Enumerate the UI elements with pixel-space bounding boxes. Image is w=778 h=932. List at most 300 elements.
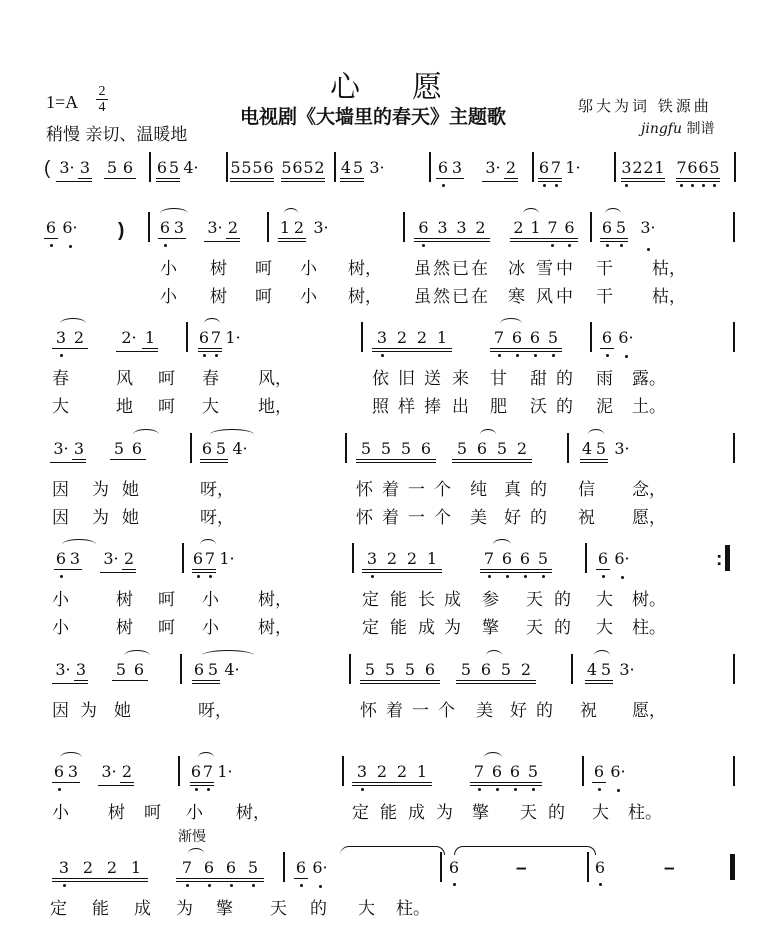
lyric-syllable: 呵: [158, 397, 175, 417]
barline: [342, 756, 344, 786]
lyric-syllable: 为: [92, 480, 109, 500]
lyric-syllable: 呀，: [198, 701, 232, 721]
note: 2: [504, 158, 518, 182]
lyric-syllable: 一: [412, 701, 429, 721]
note: 2: [314, 158, 325, 182]
note: 6: [506, 762, 524, 786]
note: 3·: [614, 439, 630, 458]
barline: [283, 852, 285, 882]
note: 3·: [313, 218, 329, 237]
note: 2·: [116, 328, 142, 352]
lyric-syllable: 擎: [472, 803, 489, 823]
tempo-rit-marking: 渐慢: [178, 829, 206, 845]
song-subtitle: 电视剧《大墙里的春天》主题歌: [240, 106, 507, 128]
note: 6: [190, 762, 202, 786]
lyric-syllable: 愿，: [632, 701, 666, 721]
note: 2: [372, 762, 392, 786]
lyric-syllable: 小: [202, 590, 219, 610]
note: 6: [158, 218, 172, 239]
note: 6: [263, 158, 274, 182]
lyric-syllable: 地，: [258, 397, 292, 417]
lyric-syllable: 大: [592, 803, 609, 823]
lyric-syllable: 小: [160, 287, 177, 307]
note: 7: [480, 549, 498, 573]
lyric-syllable: 样: [398, 397, 415, 417]
lyric-syllable: 为: [444, 618, 461, 638]
lyric-syllable: 的: [556, 397, 573, 417]
lyric-syllable: 树，: [348, 259, 382, 279]
barline: [190, 433, 192, 463]
lyric-syllable: 已: [452, 259, 469, 279]
lyric-syllable: 呵: [158, 590, 175, 610]
lyric-syllable: 着: [382, 480, 399, 500]
note: 3·: [52, 660, 74, 684]
lyric-syllable: 干: [596, 259, 613, 279]
note: 1: [527, 218, 544, 242]
note: 3: [67, 762, 79, 781]
note: 3·: [98, 762, 120, 786]
lyric-syllable: 小: [52, 618, 69, 638]
note: 5: [544, 328, 562, 352]
note: 7: [490, 328, 508, 352]
note: 1·: [219, 549, 235, 568]
note: 6: [476, 660, 496, 684]
lyric-syllable: 沃: [530, 397, 547, 417]
note: 1: [412, 762, 432, 786]
lyric-syllable: 定: [50, 899, 67, 919]
lyric-syllable: 能: [380, 803, 397, 823]
lyric-syllable: 柱。: [628, 803, 662, 823]
note: 5: [352, 158, 364, 182]
note: 3: [433, 218, 452, 242]
slur: [594, 650, 610, 661]
lyric-syllable: 参: [482, 590, 499, 610]
note: 6: [156, 158, 168, 182]
lyric-syllable: 为: [92, 508, 109, 528]
note: 6: [596, 549, 610, 570]
time-signature-bottom: 4: [96, 99, 108, 115]
note: 2: [392, 328, 412, 352]
lyric-syllable: 捧: [424, 397, 441, 417]
note: 5: [241, 158, 252, 182]
note: 3·: [56, 158, 78, 182]
lyric-syllable: 美: [476, 701, 493, 721]
note: 4: [585, 660, 599, 684]
lyric-syllable: 送: [424, 369, 441, 389]
lyric-syllable: 呀，: [200, 508, 234, 528]
note: 5: [104, 158, 120, 179]
note: 2: [512, 439, 532, 463]
note: 5: [252, 158, 263, 182]
note: 6: [561, 218, 578, 242]
lyric-syllable: 着: [382, 508, 399, 528]
lyric-syllable: 甜: [530, 369, 547, 389]
lyric-syllable: 春: [202, 369, 219, 389]
note: 3: [452, 218, 471, 242]
note: 2: [100, 858, 124, 882]
note: 3: [451, 158, 463, 177]
note: 2: [516, 660, 536, 684]
lyric-syllable: 因: [52, 508, 69, 528]
lyric-syllable: 为: [80, 701, 97, 721]
slur: [500, 318, 522, 329]
barline: [180, 654, 182, 684]
lyric-syllable: 大: [52, 397, 69, 417]
barline: [349, 654, 351, 684]
barline: [186, 322, 188, 352]
lyric-syllable: 肥: [490, 397, 507, 417]
lyric-syllable: 雪: [536, 259, 553, 279]
note: 3·: [628, 218, 668, 242]
note: 4: [340, 158, 352, 182]
note: 6: [488, 762, 506, 786]
note: 6: [220, 858, 242, 882]
lyric-syllable: 虽: [414, 259, 431, 279]
note: 2: [510, 218, 527, 242]
note: 6: [592, 858, 608, 877]
lyric-syllable: 的: [556, 369, 573, 389]
note: 5: [534, 549, 552, 573]
lyric-syllable: 风: [116, 369, 133, 389]
lyric-syllable: 因: [52, 480, 69, 500]
barline: [361, 322, 363, 352]
lyric-syllable: 信: [578, 480, 595, 500]
lyric-syllable: 天: [270, 899, 287, 919]
slur: [284, 208, 298, 219]
slur: [188, 848, 204, 859]
note: 7: [210, 328, 222, 352]
note: 3: [173, 218, 185, 237]
lyric-syllable: 呵: [144, 803, 161, 823]
note: 1: [654, 158, 665, 182]
lyric-syllable: 春: [52, 369, 69, 389]
barline: [352, 543, 354, 573]
note: 1·: [225, 328, 241, 347]
sustain-dash: –: [516, 858, 527, 879]
note: 2: [643, 158, 654, 182]
lyric-syllable: 雨: [596, 369, 613, 389]
note: 6: [600, 328, 614, 349]
lyric-syllable: 成: [444, 590, 461, 610]
lyric-syllable: 树，: [258, 590, 292, 610]
lyric-syllable: 小: [186, 803, 203, 823]
lyric-syllable: 为: [436, 803, 453, 823]
slur: [200, 539, 216, 550]
note: 6: [292, 158, 303, 182]
lyric-syllable: 干: [596, 287, 613, 307]
lyric-syllable: 枯，: [652, 259, 686, 279]
barline: [178, 756, 180, 786]
lyric-syllable: 好: [510, 701, 527, 721]
sustain-dash: –: [664, 858, 675, 879]
lyric-syllable: 然: [433, 259, 450, 279]
lyric-syllable: 然: [433, 287, 450, 307]
lyric-syllable: 小: [52, 803, 69, 823]
lyric-syllable: 树，: [236, 803, 270, 823]
lyric-syllable: 她: [114, 701, 131, 721]
slur: [523, 208, 539, 219]
slur: [62, 539, 96, 550]
barline: [587, 852, 589, 882]
note: 3·: [619, 660, 635, 679]
slur: [60, 752, 82, 763]
slur: [484, 752, 502, 763]
note: 4·: [232, 439, 248, 458]
lyric-syllable: 成: [418, 618, 435, 638]
note: 2: [632, 158, 643, 182]
lyric-syllable: 已: [452, 287, 469, 307]
arranger-suffix: 制谱: [686, 121, 715, 137]
slur: [124, 650, 150, 661]
note: 6: [526, 328, 544, 352]
note: 6: [416, 439, 436, 463]
note: 3·: [100, 549, 122, 573]
lyric-syllable: 来: [452, 369, 469, 389]
lyric-syllable: 怀: [360, 701, 377, 721]
note: 7: [176, 858, 198, 882]
barline: [226, 152, 228, 182]
lyric-syllable: 呵: [158, 369, 175, 389]
note: 3: [372, 328, 392, 352]
lyric-syllable: 因: [52, 701, 69, 721]
note: 5: [456, 660, 476, 684]
note: 6: [698, 158, 709, 182]
lyric-syllable: 呵: [158, 618, 175, 638]
barline: [267, 212, 269, 242]
lyric-syllable: 着: [386, 701, 403, 721]
lyric-syllable: 祝: [578, 508, 595, 528]
note: 6: [414, 218, 433, 242]
slur: [160, 208, 188, 219]
lyric-syllable: 旧: [398, 369, 415, 389]
lyric-syllable: 定: [352, 803, 369, 823]
lyric-syllable: 真: [504, 480, 521, 500]
lyric-syllable: 个: [434, 508, 451, 528]
lyric-syllable: 纯: [470, 480, 487, 500]
lyric-syllable: 定: [362, 590, 379, 610]
note: 5: [110, 439, 128, 460]
note: 1: [278, 218, 292, 242]
note: 2: [392, 762, 412, 786]
note: 6: [472, 439, 492, 463]
note: 4: [580, 439, 594, 463]
note: 1·: [217, 762, 233, 781]
slur: [480, 429, 496, 440]
note: 3: [72, 439, 86, 463]
lyric-syllable: 甘: [490, 369, 507, 389]
note: 5: [492, 439, 512, 463]
barline: [734, 152, 736, 182]
lyric-syllable: 大: [596, 590, 613, 610]
note: 5: [230, 158, 241, 182]
slur: [588, 429, 604, 440]
barline: [614, 152, 616, 182]
barline: [733, 212, 735, 242]
lyric-syllable: 的: [310, 899, 327, 919]
note: 6: [130, 660, 148, 681]
note: 5: [112, 660, 130, 681]
lyric-syllable: 一: [408, 508, 425, 528]
note: 5: [356, 439, 376, 463]
note: 3: [52, 858, 76, 882]
note: 1·: [565, 158, 581, 177]
note: 4·: [224, 660, 240, 679]
lyric-syllable: 寒: [508, 287, 525, 307]
barline: [148, 212, 150, 242]
note: 6·: [308, 858, 332, 879]
repeat-dots: :: [716, 549, 723, 570]
lyric-syllable: 地: [116, 397, 133, 417]
lyric-syllable: 露。: [632, 369, 666, 389]
lyric-syllable: 树。: [632, 590, 666, 610]
lyric-syllable: 依: [372, 369, 389, 389]
note: 6: [200, 439, 214, 463]
slur: [204, 318, 220, 329]
barline: [532, 152, 534, 182]
lyric-syllable: 美: [470, 508, 487, 528]
slur: [198, 752, 214, 763]
lyric-syllable: 小: [300, 259, 317, 279]
note: 3: [362, 549, 382, 573]
lyric-syllable: 的: [554, 618, 571, 638]
note: 6: [128, 439, 146, 460]
open-paren: (: [44, 158, 51, 179]
note: 6: [54, 549, 68, 570]
note: 5: [242, 858, 264, 882]
barline: [403, 212, 405, 242]
barline: [440, 852, 442, 882]
lyric-syllable: 成: [134, 899, 151, 919]
note: 5: [214, 439, 228, 463]
lyric-syllable: 成: [408, 803, 425, 823]
barline: [182, 543, 184, 573]
lyric-syllable: 擎: [482, 618, 499, 638]
lyric-syllable: 能: [390, 590, 407, 610]
barline: [582, 756, 584, 786]
lyric-syllable: 呵: [255, 287, 272, 307]
note: 7: [202, 762, 214, 786]
note: 3: [74, 660, 88, 684]
slur: [605, 208, 621, 219]
lyric-syllable: 树: [210, 287, 227, 307]
arranger-name: jingfu: [641, 121, 682, 137]
note: 3·: [50, 439, 72, 463]
lyric-syllable: 定: [362, 618, 379, 638]
note: 6: [198, 858, 220, 882]
lyric-syllable: 照: [372, 397, 389, 417]
note: 2: [76, 858, 100, 882]
note: 1: [142, 328, 158, 352]
lyric-syllable: 风: [536, 287, 553, 307]
lyric-syllable: 擎: [216, 899, 233, 919]
note: 2: [292, 218, 306, 242]
lyric-syllable: 中: [556, 287, 573, 307]
barline: [345, 433, 347, 463]
final-barline: [730, 854, 735, 880]
barline: [733, 756, 735, 786]
note: 6: [192, 549, 204, 573]
lyric-syllable: 柱。: [396, 899, 430, 919]
lyric-syllable: 怀: [356, 480, 373, 500]
note: 6: [516, 549, 534, 573]
note: 6: [592, 762, 606, 783]
lyric-syllable: 小: [202, 618, 219, 638]
lyric-syllable: 在: [471, 259, 488, 279]
lyric-syllable: 冰: [508, 259, 525, 279]
note: 6: [44, 218, 58, 239]
note: 6·: [58, 218, 82, 239]
lyric-syllable: 树: [210, 259, 227, 279]
time-signature: [96, 84, 108, 115]
note: 2: [120, 762, 134, 786]
note: 5: [281, 158, 292, 182]
note: 5: [380, 660, 400, 684]
note: 6: [52, 762, 66, 783]
barline: [733, 654, 735, 684]
barline: [334, 152, 336, 182]
lyric-syllable: 她: [122, 508, 139, 528]
note: 6: [538, 158, 550, 182]
note: 6: [436, 158, 450, 179]
slur: [60, 318, 86, 329]
lyric-syllable: 的: [536, 701, 553, 721]
repeat-end-barline: [725, 545, 730, 571]
note: 3: [69, 549, 81, 568]
note: 1: [422, 549, 442, 573]
lyric-syllable: 枯，: [652, 287, 686, 307]
lyric-syllable: 小: [52, 590, 69, 610]
lyric-syllable: 她: [122, 480, 139, 500]
lyric-syllable: 能: [390, 618, 407, 638]
lyric-syllable: 好: [504, 508, 521, 528]
note: 5: [594, 439, 608, 463]
lyric-syllable: 小: [160, 259, 177, 279]
time-signature-top: 2: [98, 84, 106, 99]
note: 5: [452, 439, 472, 463]
barline: [429, 152, 431, 182]
lyric-syllable: 虽: [414, 287, 431, 307]
note: 6·: [606, 762, 630, 783]
lyric-syllable: 个: [438, 701, 455, 721]
tie: [340, 846, 445, 855]
lyric-syllable: 祝: [580, 701, 597, 721]
barline: [733, 322, 735, 352]
note: 2: [226, 218, 240, 242]
tie: [454, 846, 596, 855]
note: 5: [303, 158, 314, 182]
note: 5: [599, 660, 613, 684]
credits: 邬大为词 铁源曲: [578, 97, 712, 115]
lyric-syllable: 的: [530, 508, 547, 528]
lyric-syllable: 天: [526, 590, 543, 610]
barline: [585, 543, 587, 573]
lyric-syllable: 树: [108, 803, 125, 823]
lyric-syllable: 的: [548, 803, 565, 823]
note: 2: [412, 328, 432, 352]
note: 3: [52, 328, 70, 349]
slur: [493, 539, 511, 550]
note: 7: [676, 158, 687, 182]
note: 2: [70, 328, 88, 349]
barline: [590, 322, 592, 352]
note: 5: [396, 439, 416, 463]
lyric-syllable: 天: [520, 803, 537, 823]
note: 5: [400, 660, 420, 684]
note: 7: [204, 549, 216, 573]
note: 3: [78, 158, 92, 182]
lyric-syllable: 泥: [596, 397, 613, 417]
note: 6: [420, 660, 440, 684]
